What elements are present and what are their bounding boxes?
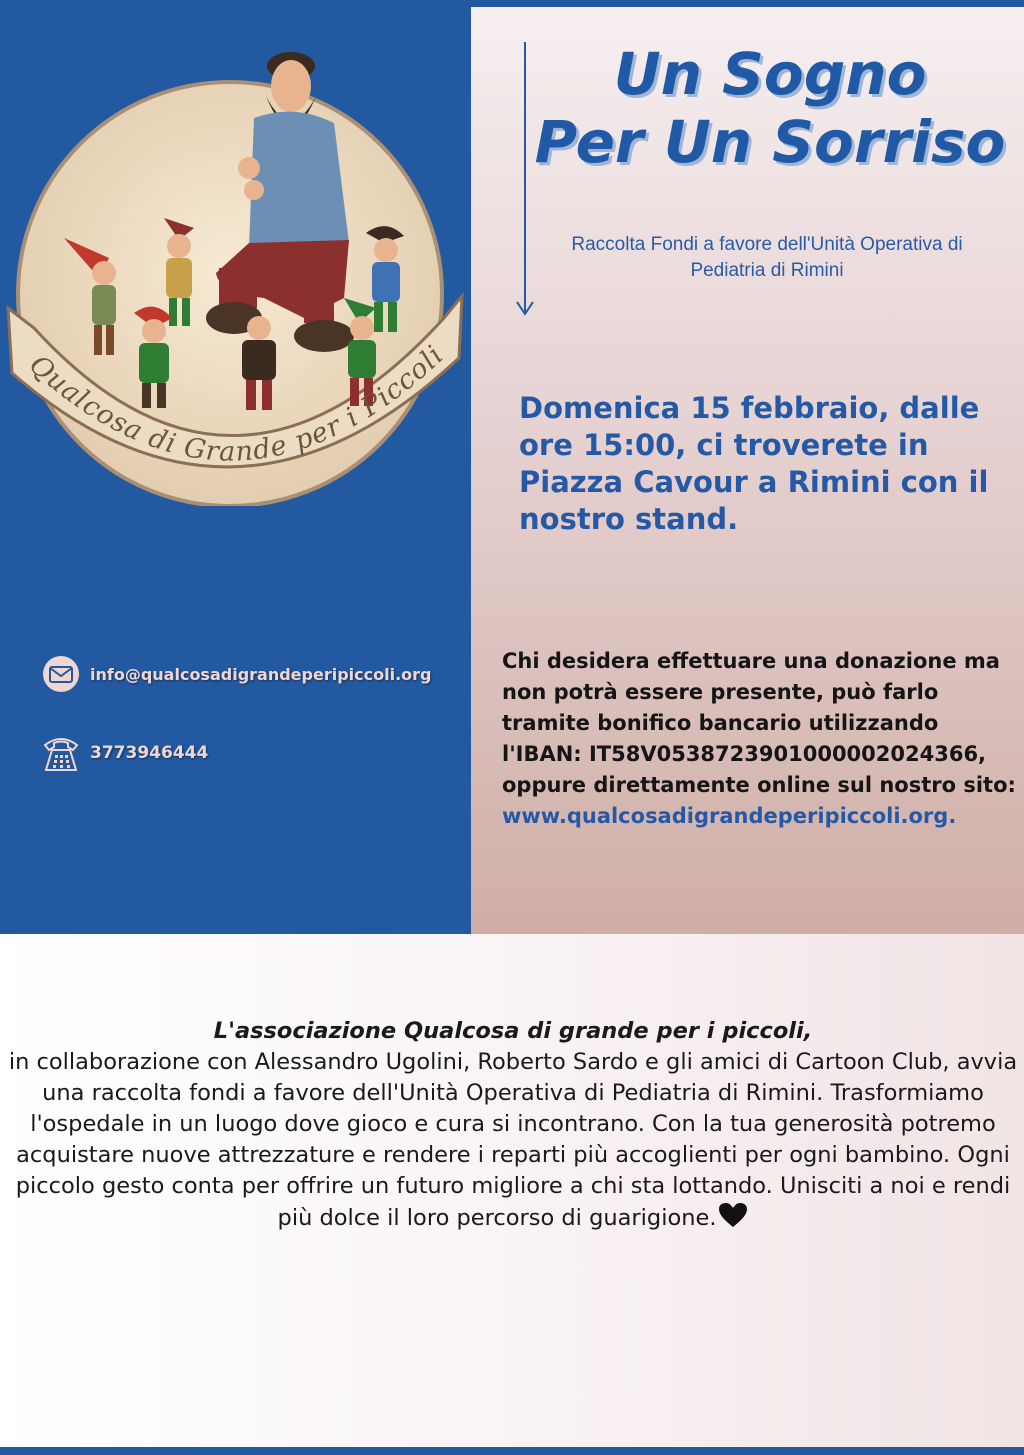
fundraiser-subtitle: Raccolta Fondi a favore dell'Unità Operativa di Pediatria di Rimini xyxy=(571,234,963,281)
donation-text: Chi desidera effettuare una donazione ma non potrà essere presente, può farlo tramite bonifico bancario utilizzando l'IBAN: IT58V0538723901000002024366, oppure direttamente online sul nostro sito: xyxy=(502,649,1016,797)
phone-text: 3773946444 xyxy=(90,743,209,763)
association-logo xyxy=(4,28,466,506)
association-lead: L'associazione Qualcosa di grande per i piccoli, xyxy=(213,1018,813,1044)
title-line-2: Per Un Sorriso xyxy=(534,108,1006,176)
logo-arc-text: Qualcosa di Grande per i Piccoli xyxy=(23,339,451,468)
association-description xyxy=(8,1016,1018,1234)
email-text: info@qualcosadigrandeperipiccoli.org xyxy=(90,664,432,684)
donation-info xyxy=(502,646,1017,832)
contact-phone[interactable] xyxy=(42,733,208,773)
website-link[interactable]: www.qualcosadigrandeperipiccoli.org. xyxy=(502,804,957,828)
title-line-1: Un Sogno xyxy=(613,40,927,108)
telephone-icon xyxy=(42,733,80,773)
contact-email[interactable] xyxy=(42,655,431,693)
mail-icon xyxy=(42,655,80,693)
event-announcement: Domenica 15 febbraio, dalle ore 15:00, ci troverete in Piazza Cavour a Rimini con il nostro stand. xyxy=(519,391,989,536)
bottom-border-strip xyxy=(0,1447,1024,1455)
association-body: in collaborazione con Alessandro Ugolini, Roberto Sardo e gli amici di Cartoon Club, avvia una raccolta fondi a favore dell'Unità Operativa di Pediatria di Rimini. Trasformiamo l'ospedale in un luogo dove gioco e cura si incontrano. Con la tua generosità potremo acquistare nuove attrezzature e rendere i reparti più accoglienti per ogni bambino. Ogni piccolo gesto conta per offrire un futuro migliore a chi sta lottando. Unisciti a noi e rendi più dolce il loro percorso di guarigione. xyxy=(8,1049,1018,1231)
heart-icon xyxy=(718,1202,748,1228)
page-title xyxy=(520,40,1020,176)
